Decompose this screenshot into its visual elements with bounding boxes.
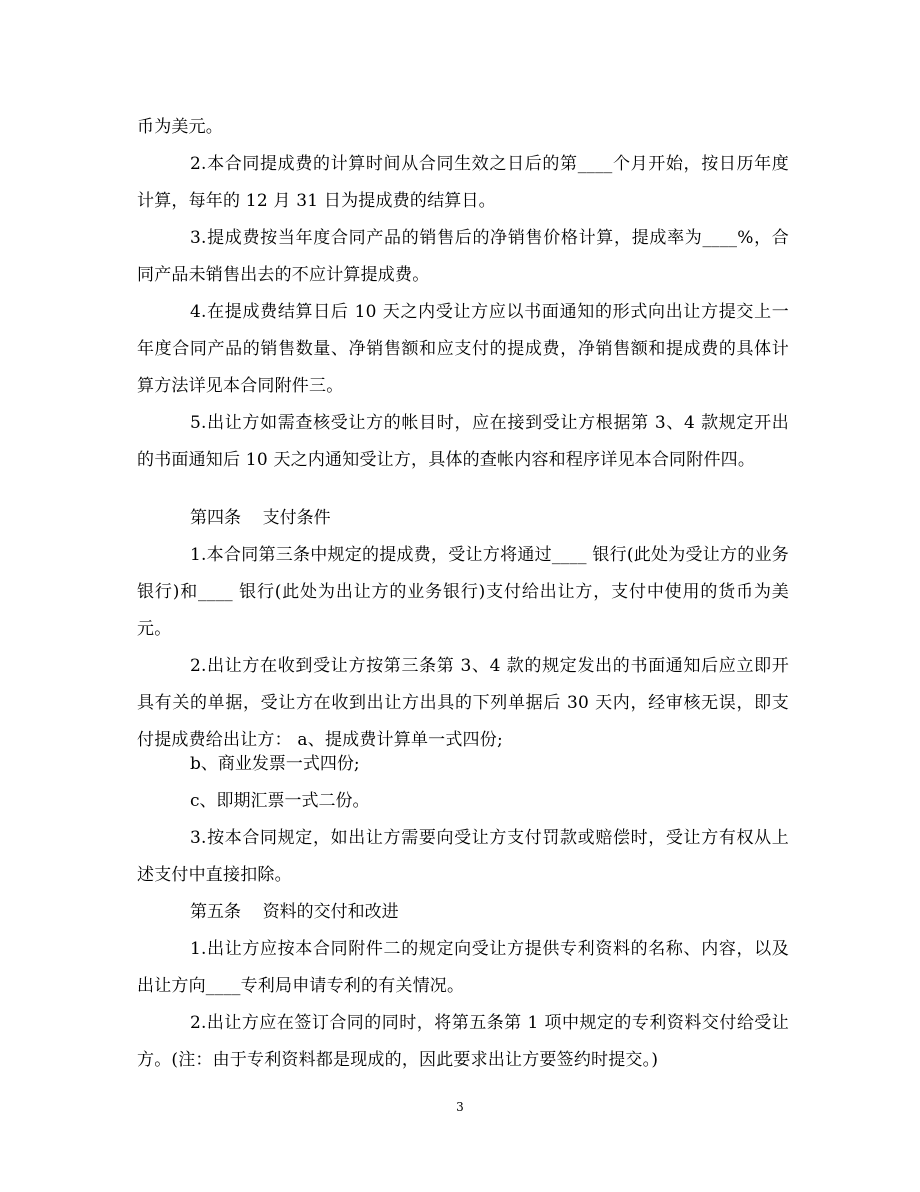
section-heading-article-4-payment-terms: 第四条 支付条件 (190, 508, 331, 528)
paragraph-3-4-written-notice: 4.在提成费结算日后 10 天之内受让方应以书面通知的形式向出让方提交上一年度合同产品的销售数量、净销售额和应支付的提成费，净销售额和提成费的具体计算方法详见本合同附件三。 (137, 302, 789, 396)
section-heading-article-5-data-delivery: 第五条 资料的交付和改进 (190, 902, 399, 922)
paragraph-3-2-royalty-calculation-period: 2.本合同提成费的计算时间从合同生效之日后的第____个月开始，按日历年度计算，每年的 12 月 31 日为提成费的结算日。 (137, 154, 789, 211)
list-item-commercial-invoice: b、商业发票一式四份; (190, 754, 360, 774)
paragraph-4-3-deduction-of-penalties: 3.按本合同规定，如出让方需要向受让方支付罚款或赔偿时，受让方有权从上述支付中直接扣除。 (137, 828, 789, 885)
list-item-sight-draft: c、即期汇票一式二份。 (190, 791, 370, 811)
paragraph-5-2-delivery-on-signing: 2.出让方应在签订合同的同时，将第五条第 1 项中规定的专利资料交付给受让方。(注：由于专利资料都是现成的，因此要求出让方要签约时提交。) (137, 1013, 789, 1070)
paragraph-5-1-patent-materials: 1.出让方应按本合同附件二的规定向受让方提供专利资料的名称、内容，以及出让方向____专利局申请专利的有关情况。 (137, 939, 789, 996)
paragraph-currency-continuation: 币为美元。 (137, 117, 223, 137)
paragraph-3-3-royalty-rate: 3.提成费按当年度合同产品的销售后的净销售价格计算，提成率为____%，合同产品未销售出去的不应计算提成费。 (137, 228, 789, 285)
paragraph-3-5-account-audit: 5.出让方如需查核受让方的帐目时，应在接到受让方根据第 3、4 款规定开出的书面通知后 10 天之内通知受让方，具体的查帐内容和程序详见本合同附件四。 (137, 413, 789, 470)
page-number: 3 (456, 1100, 464, 1114)
paragraph-4-1-payment-banks: 1.本合同第三条中规定的提成费，受让方将通过____ 银行(此处为受让方的业务银行)和____ 银行(此处为出让方的业务银行)支付给出让方，支付中使用的货币为美元。 (137, 545, 789, 639)
paragraph-4-2-payment-documents: 2.出让方在收到受让方按第三条第 3、4 款的规定发出的书面通知后应立即开具有关的单据，受让方在收到出让方出具的下列单据后 30 天内，经审核无误，即支付提成费给出让方： a、提成费计算单一式四份; (137, 656, 789, 750)
